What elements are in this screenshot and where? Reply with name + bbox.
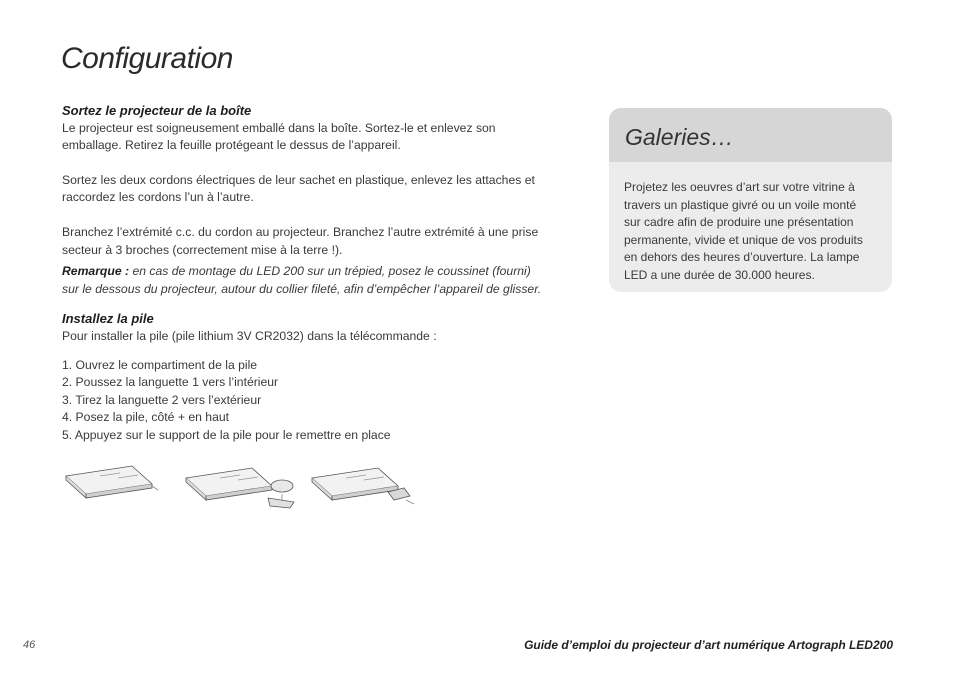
remote-control-with-battery-icon	[186, 468, 294, 508]
galleries-sidebar	[609, 108, 892, 292]
paragraph-line: Sortez les deux cordons électriques de leur sachet en plastique, enlevez les attaches et	[62, 172, 535, 187]
remote-control-open-tray-icon	[312, 468, 414, 504]
sidebar-body	[609, 162, 892, 285]
list-item: 3. Tirez la languette 2 vers l’extérieur	[62, 392, 262, 407]
section-heading-battery: Installez la pile	[62, 311, 154, 327]
paragraph-line: emballage. Retirez la feuille protégeant le dessus de l’appareil.	[62, 138, 401, 153]
list-item: 2. Poussez la languette 1 vers l’intérieur	[62, 375, 279, 390]
page-title: Configuration	[61, 42, 233, 75]
battery-intro: Pour installer la pile (pile lithium 3V CR2032) dans la télécommande :	[62, 328, 437, 343]
sidebar-header	[609, 108, 892, 162]
sidebar-line: sur cadre afin de produire une présentation	[624, 215, 854, 230]
sidebar-line: permanente, vivide et unique de vos produits	[624, 232, 863, 247]
paragraph-line: Le projecteur est soigneusement emballé dans la boîte. Sortez-le et enlevez son	[62, 120, 496, 135]
note-text: en cas de montage du LED 200 sur un trépied, posez le coussinet (fourni)	[129, 264, 531, 279]
footer-guide-title: Guide d’emploi du projecteur d’art numérique Artograph LED200	[524, 638, 893, 652]
main-column	[62, 102, 562, 445]
note	[62, 263, 562, 281]
sidebar-line: travers un plastique givré ou un voile monté	[624, 197, 857, 212]
paragraph-line: raccordez les cordons l’un à l’autre.	[62, 190, 254, 205]
paragraph-line: secteur à 3 broches (correctement mise à la terre !).	[62, 242, 343, 257]
note-label: Remarque :	[62, 264, 130, 279]
battery-illustration	[60, 462, 420, 518]
paragraph-line: Branchez l’extrémité c.c. du cordon au projecteur. Branchez l’autre extrémité à une prise	[62, 224, 539, 239]
sidebar-title: Galeries…	[625, 124, 734, 150]
sidebar-line: Projetez les oeuvres d’art sur votre vitrine à	[624, 180, 855, 194]
list-item: 1. Ouvrez le compartiment de la pile	[62, 357, 258, 372]
sidebar-line: LED a une durée de 30.000 heures.	[624, 267, 815, 282]
steps-list	[62, 357, 562, 445]
sidebar-line: en dehors des heures d’ouverture. La lampe	[624, 250, 860, 265]
list-item: 4. Posez la pile, côté + en haut	[62, 410, 230, 425]
note-text: sur le dessous du projecteur, autour du collier fileté, afin d’empêcher l’appareil de glisser.	[62, 281, 542, 296]
page-number: 46	[23, 639, 36, 651]
list-item: 5. Appuyez sur le support de la pile pour le remettre en place	[62, 427, 391, 442]
remote-control-closed-icon	[66, 466, 158, 498]
section-heading-unpack: Sortez le projecteur de la boîte	[62, 103, 252, 118]
